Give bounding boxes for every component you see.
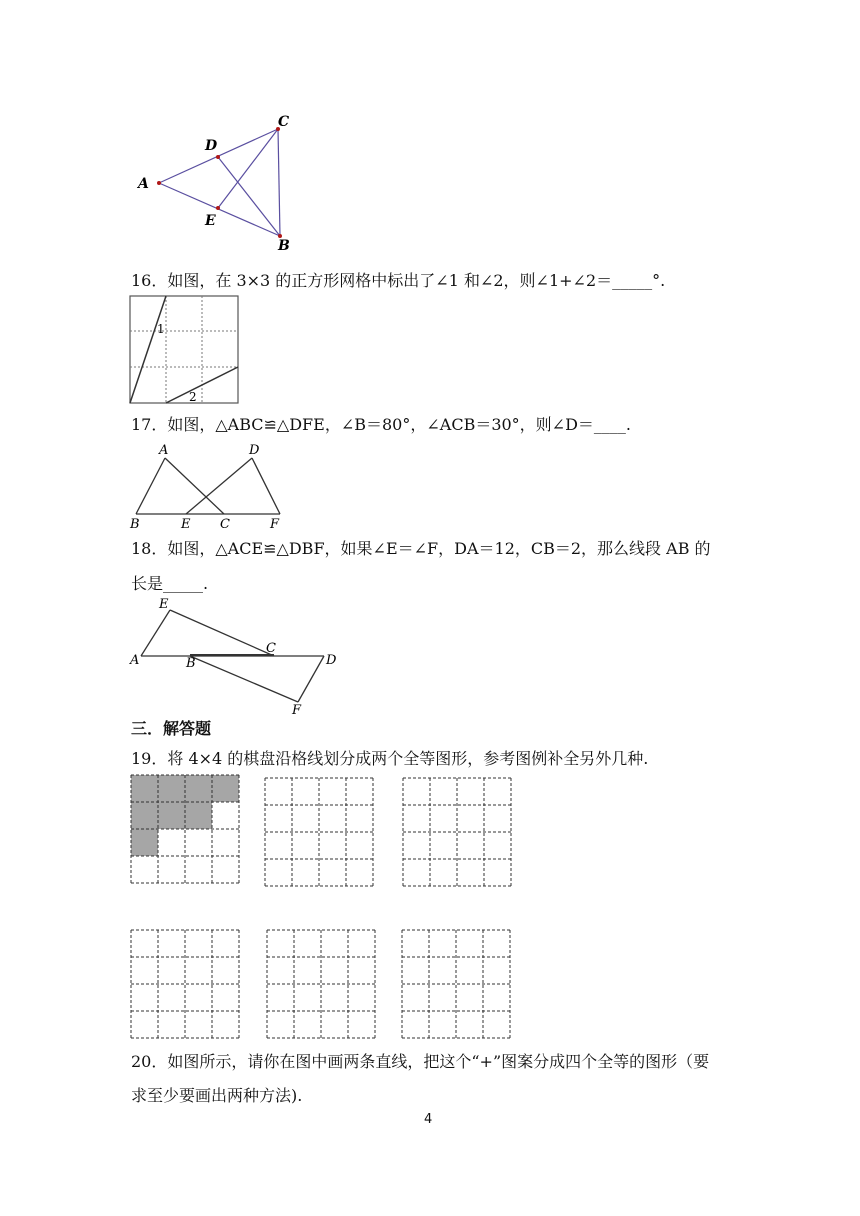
question-17: 17．如图，△ABC≌△DFE，∠B＝80°，∠ACB＝30°，则∠D＝____. (131, 415, 632, 434)
shaded-cell (158, 775, 185, 802)
example-grid (131, 775, 239, 883)
question-20-line2: 求至少要画出两种方法). (131, 1086, 303, 1105)
question-19: 19．将 4×4 的棋盘沿格线划分成两个全等图形，参考图例补全另外几种. (131, 749, 649, 768)
shaded-cell (158, 802, 185, 829)
label-f: F (292, 703, 302, 716)
page-number: 4 (424, 1112, 433, 1127)
shaded-cell (131, 802, 158, 829)
question-18-line2: 长是_____. (131, 574, 209, 593)
shaded-cell (185, 802, 212, 829)
shaded-cell (131, 775, 158, 802)
blank-grid-4 (267, 930, 375, 1038)
label-e: E (205, 213, 216, 229)
blank-grid-5 (402, 930, 510, 1038)
label-e: E (159, 597, 169, 612)
question-16: 16．如图，在 3×3 的正方形网格中标出了∠1 和∠2，则∠1+∠2＝_____°. (131, 271, 666, 290)
blank-grid-3 (131, 930, 239, 1038)
shaded-cell (131, 829, 158, 856)
question-20-line1: 20．如图所示，请你在图中画两条直线，把这个“+”图案分成四个全等的图形（要 (131, 1052, 710, 1071)
label-b: B (278, 238, 290, 254)
label-a: A (159, 443, 169, 458)
question-18-line1: 18．如图，△ACE≌△DBF，如果∠E＝∠F，DA＝12，CB＝2，那么线段 AB 的 (131, 539, 711, 558)
label-c: C (266, 641, 276, 656)
label-c: C (278, 114, 290, 130)
label-d: D (249, 443, 260, 458)
label-e: E (181, 517, 191, 532)
label-a: A (130, 653, 140, 668)
shaded-cell (212, 775, 239, 802)
label-c: C (220, 517, 230, 532)
label-d: D (326, 653, 337, 668)
section-title: 三．解答题 (131, 719, 212, 738)
angle-1-label: 1 (157, 322, 165, 336)
label-f: F (270, 517, 280, 532)
blank-grid-2 (403, 778, 511, 886)
label-a: A (138, 176, 149, 192)
label-b: B (130, 517, 140, 532)
angle-2-label: 2 (189, 390, 197, 404)
blank-grid-1 (265, 778, 373, 886)
label-b: B (186, 656, 196, 671)
label-d: D (205, 138, 218, 154)
shaded-cell (185, 775, 212, 802)
